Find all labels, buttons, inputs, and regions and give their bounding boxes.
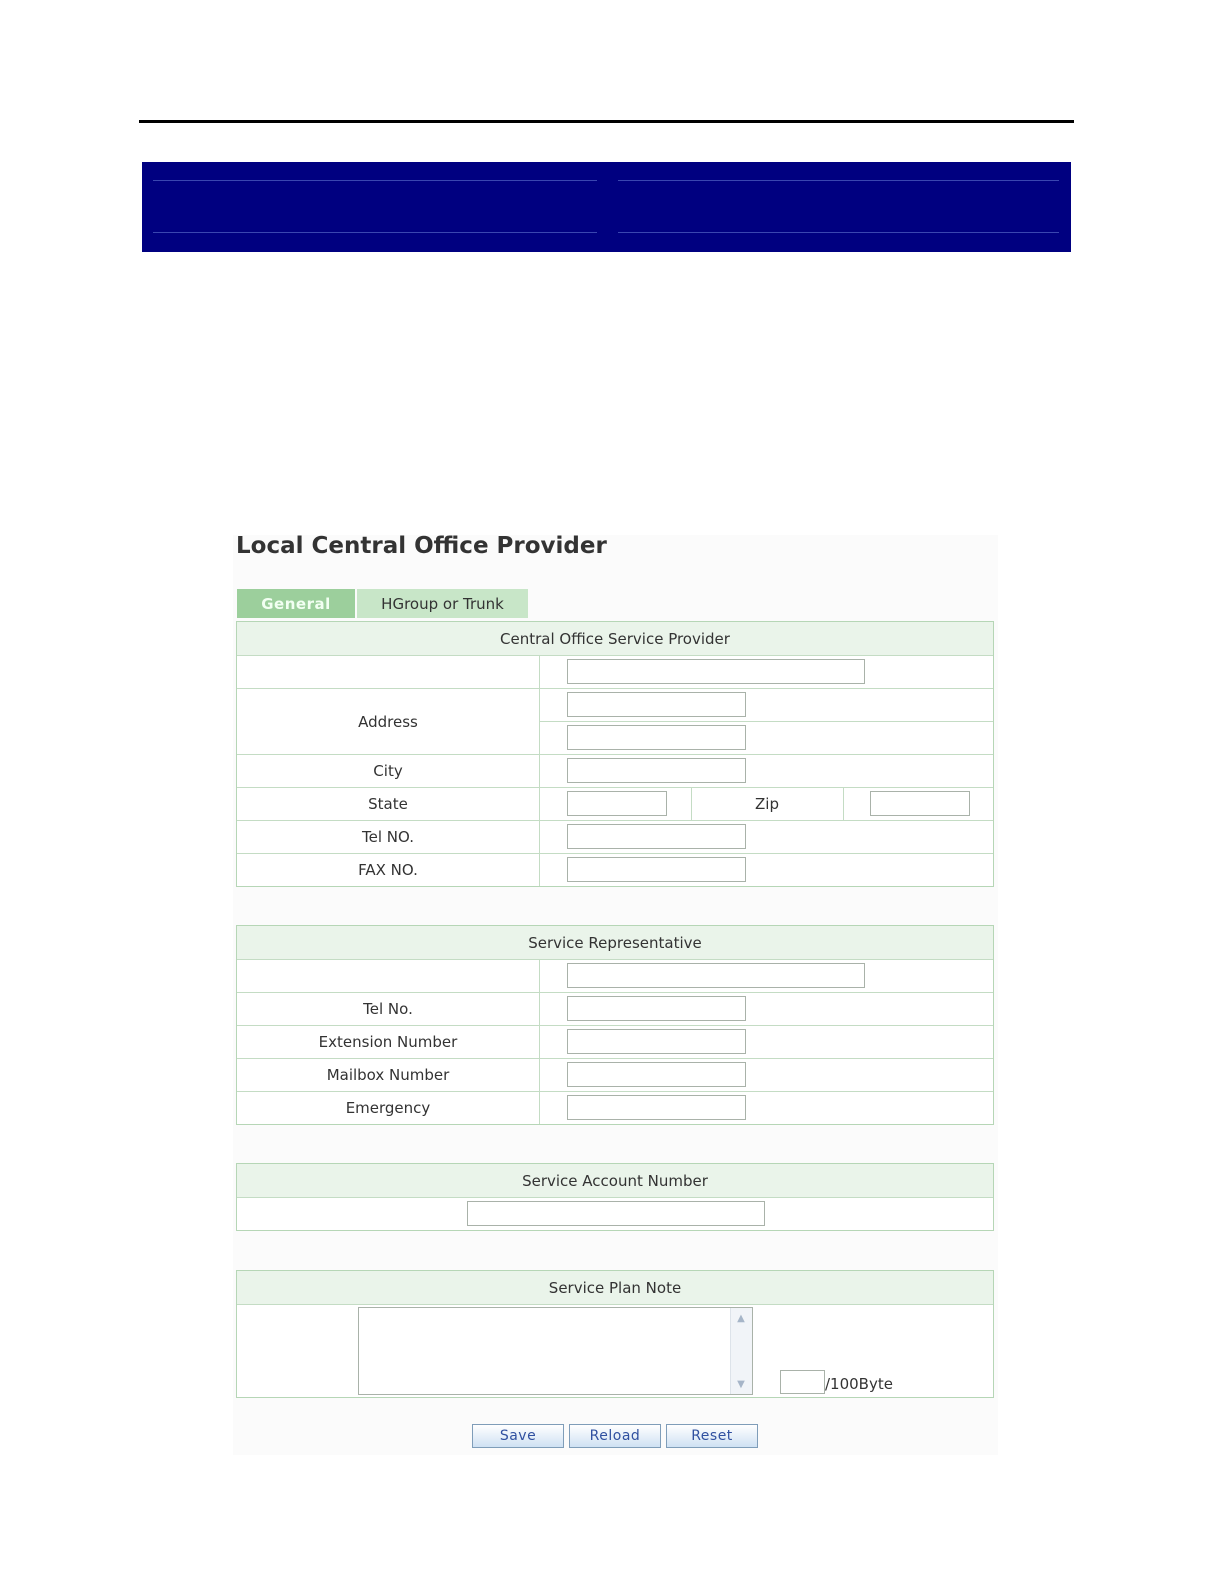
provider-name-row xyxy=(237,655,993,688)
city-row xyxy=(237,754,993,787)
mailbox-row xyxy=(237,1058,993,1091)
byte-counter-field xyxy=(780,1370,825,1394)
provider-section-heading: Central Office Service Provider xyxy=(237,622,993,655)
extension-input[interactable] xyxy=(567,1029,746,1054)
state-label: State xyxy=(237,788,540,820)
fax-row xyxy=(237,853,993,886)
state-input[interactable] xyxy=(567,791,667,816)
plan-note-textarea[interactable] xyxy=(358,1307,753,1395)
rep-name-label xyxy=(237,960,540,992)
save-button[interactable]: Save xyxy=(472,1424,564,1448)
mailbox-label: Mailbox Number xyxy=(237,1059,540,1091)
header-line xyxy=(153,180,597,181)
mailbox-input[interactable] xyxy=(567,1062,746,1087)
tab-hgroup-or-trunk[interactable]: HGroup or Trunk xyxy=(357,589,528,618)
header-line xyxy=(618,232,1059,233)
emergency-input[interactable] xyxy=(567,1095,746,1120)
plan-note-row xyxy=(237,1304,993,1397)
fax-label: FAX NO. xyxy=(237,854,540,886)
address-line1-input[interactable] xyxy=(567,692,746,717)
tel-row xyxy=(237,820,993,853)
tab-general[interactable]: General xyxy=(237,589,355,618)
address-line2-input[interactable] xyxy=(567,725,746,750)
header-line xyxy=(618,180,1059,181)
state-zip-row xyxy=(237,787,993,820)
representative-section-heading: Service Representative xyxy=(237,926,993,959)
provider-address-row xyxy=(237,688,993,754)
provider-name-input[interactable] xyxy=(567,659,865,684)
provider-name-label xyxy=(237,656,540,688)
scroll-down-icon[interactable]: ▼ xyxy=(737,1378,745,1390)
scroll-up-icon[interactable]: ▲ xyxy=(737,1312,745,1324)
representative-section xyxy=(236,925,994,1125)
byte-counter-label: /100Byte xyxy=(825,1375,893,1393)
tel-input[interactable] xyxy=(567,824,746,849)
zip-input[interactable] xyxy=(870,791,970,816)
emergency-row xyxy=(237,1091,993,1124)
reload-button[interactable]: Reload xyxy=(569,1424,661,1448)
header-line xyxy=(153,232,597,233)
extension-label: Extension Number xyxy=(237,1026,540,1058)
page-title: Local Central Office Provider xyxy=(236,533,607,559)
city-label: City xyxy=(237,755,540,787)
rep-tel-row xyxy=(237,992,993,1025)
address-divider xyxy=(540,721,993,722)
tel-label: Tel NO. xyxy=(237,821,540,853)
fax-input[interactable] xyxy=(567,857,746,882)
account-number-input[interactable] xyxy=(467,1201,765,1226)
rep-tel-label: Tel No. xyxy=(237,993,540,1025)
header-band xyxy=(142,162,1071,252)
reset-button[interactable]: Reset xyxy=(666,1424,758,1448)
zip-label: Zip xyxy=(755,795,779,813)
provider-section xyxy=(236,621,994,887)
extension-row xyxy=(237,1025,993,1058)
top-rule xyxy=(139,120,1074,123)
zip-divider xyxy=(843,788,844,820)
emergency-label: Emergency xyxy=(237,1092,540,1124)
textarea-scrollbar[interactable] xyxy=(730,1308,752,1394)
account-section-heading: Service Account Number xyxy=(237,1164,993,1197)
address-label: Address xyxy=(237,689,540,754)
plan-note-section-heading: Service Plan Note xyxy=(237,1271,993,1304)
city-input[interactable] xyxy=(567,758,746,783)
account-row xyxy=(237,1197,993,1230)
rep-name-row xyxy=(237,959,993,992)
rep-tel-input[interactable] xyxy=(567,996,746,1021)
rep-name-input[interactable] xyxy=(567,963,865,988)
account-section xyxy=(236,1163,994,1231)
plan-note-section xyxy=(236,1270,994,1398)
